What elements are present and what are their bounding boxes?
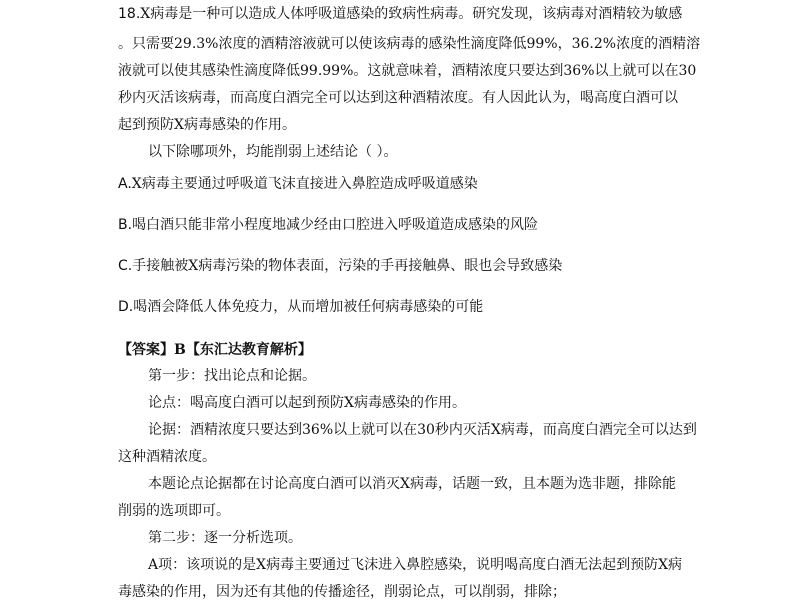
option-d <box>118 297 483 317</box>
explanation-claim: 论点：喝高度白酒可以起到预防X病毒感染的作用。 <box>148 395 466 411</box>
question-number: 18. <box>118 6 141 22</box>
explanation-topic-line-1: 本题论点论据都在讨论高度白酒可以消灭X病毒，话题一致，且本题为选非题，排除能 <box>148 476 676 492</box>
question-text-line: X病毒是一种可以造成人体呼吸道感染的致病性病毒。研究发现，该病毒对酒精较为敏感 <box>140 6 683 22</box>
question-line-4: 秒内灭活该病毒，而高度白酒完全可以达到这种酒精浓度。有人因此认为，喝高度白酒可以 <box>118 90 678 106</box>
option-letter: D. <box>118 299 134 315</box>
question-line-5: 起到预防X病毒感染的作用。 <box>118 117 296 133</box>
option-letter: C. <box>118 258 133 274</box>
question-line-3: 液就可以使其感染性滴度降低99.99%。这就意味着，酒精浓度只要达到36%以上就可以在30 <box>118 63 697 79</box>
option-b <box>118 215 538 235</box>
option-text: 手接触被X病毒污染的物体表面，污染的手再接触鼻、眼也会导致感染 <box>132 258 563 274</box>
option-a <box>118 174 478 194</box>
answer-heading: 【答案】B【东汇达教育解析】 <box>118 342 312 358</box>
option-text: 喝白酒只能非常小程度地减少经由口腔进入呼吸道造成感染的风险 <box>132 217 539 233</box>
explanation-option-a-line-2: 毒感染的作用，因为还有其他的传播途径，削弱论点，可以削弱，排除； <box>118 584 566 600</box>
question-line-1 <box>118 4 682 24</box>
option-text: 喝酒会降低人体免疫力，从而增加被任何病毒感染的可能 <box>133 299 484 315</box>
explanation-step-2: 第二步：逐一分析选项。 <box>148 530 302 546</box>
explanation-option-a-line-1: A项：该项说的是X病毒主要通过飞沫进入鼻腔感染，说明喝高度白酒无法起到预防X病 <box>148 557 683 573</box>
explanation-evidence-line-2: 这种酒精浓度。 <box>118 449 216 465</box>
option-c <box>118 256 562 276</box>
explanation-topic-line-2: 削弱的选项即可。 <box>118 503 230 519</box>
explanation-step-1: 第一步：找出论点和论据。 <box>148 368 316 384</box>
option-letter: A. <box>118 176 132 192</box>
question-line-2: 。只需要29.3%浓度的酒精溶液就可以使该病毒的感染性滴度降低99%，36.2%浓度的酒精溶 <box>118 36 701 52</box>
explanation-evidence-line-1: 论据：酒精浓度只要达到36%以上就可以在30秒内灭活X病毒，而高度白酒完全可以达到 <box>148 422 697 438</box>
option-text: X病毒主要通过呼吸道飞沫直接进入鼻腔造成呼吸道感染 <box>131 176 478 192</box>
option-letter: B. <box>118 217 133 233</box>
question-prompt: 以下除哪项外，均能削弱上述结论（ ）。 <box>148 144 398 160</box>
